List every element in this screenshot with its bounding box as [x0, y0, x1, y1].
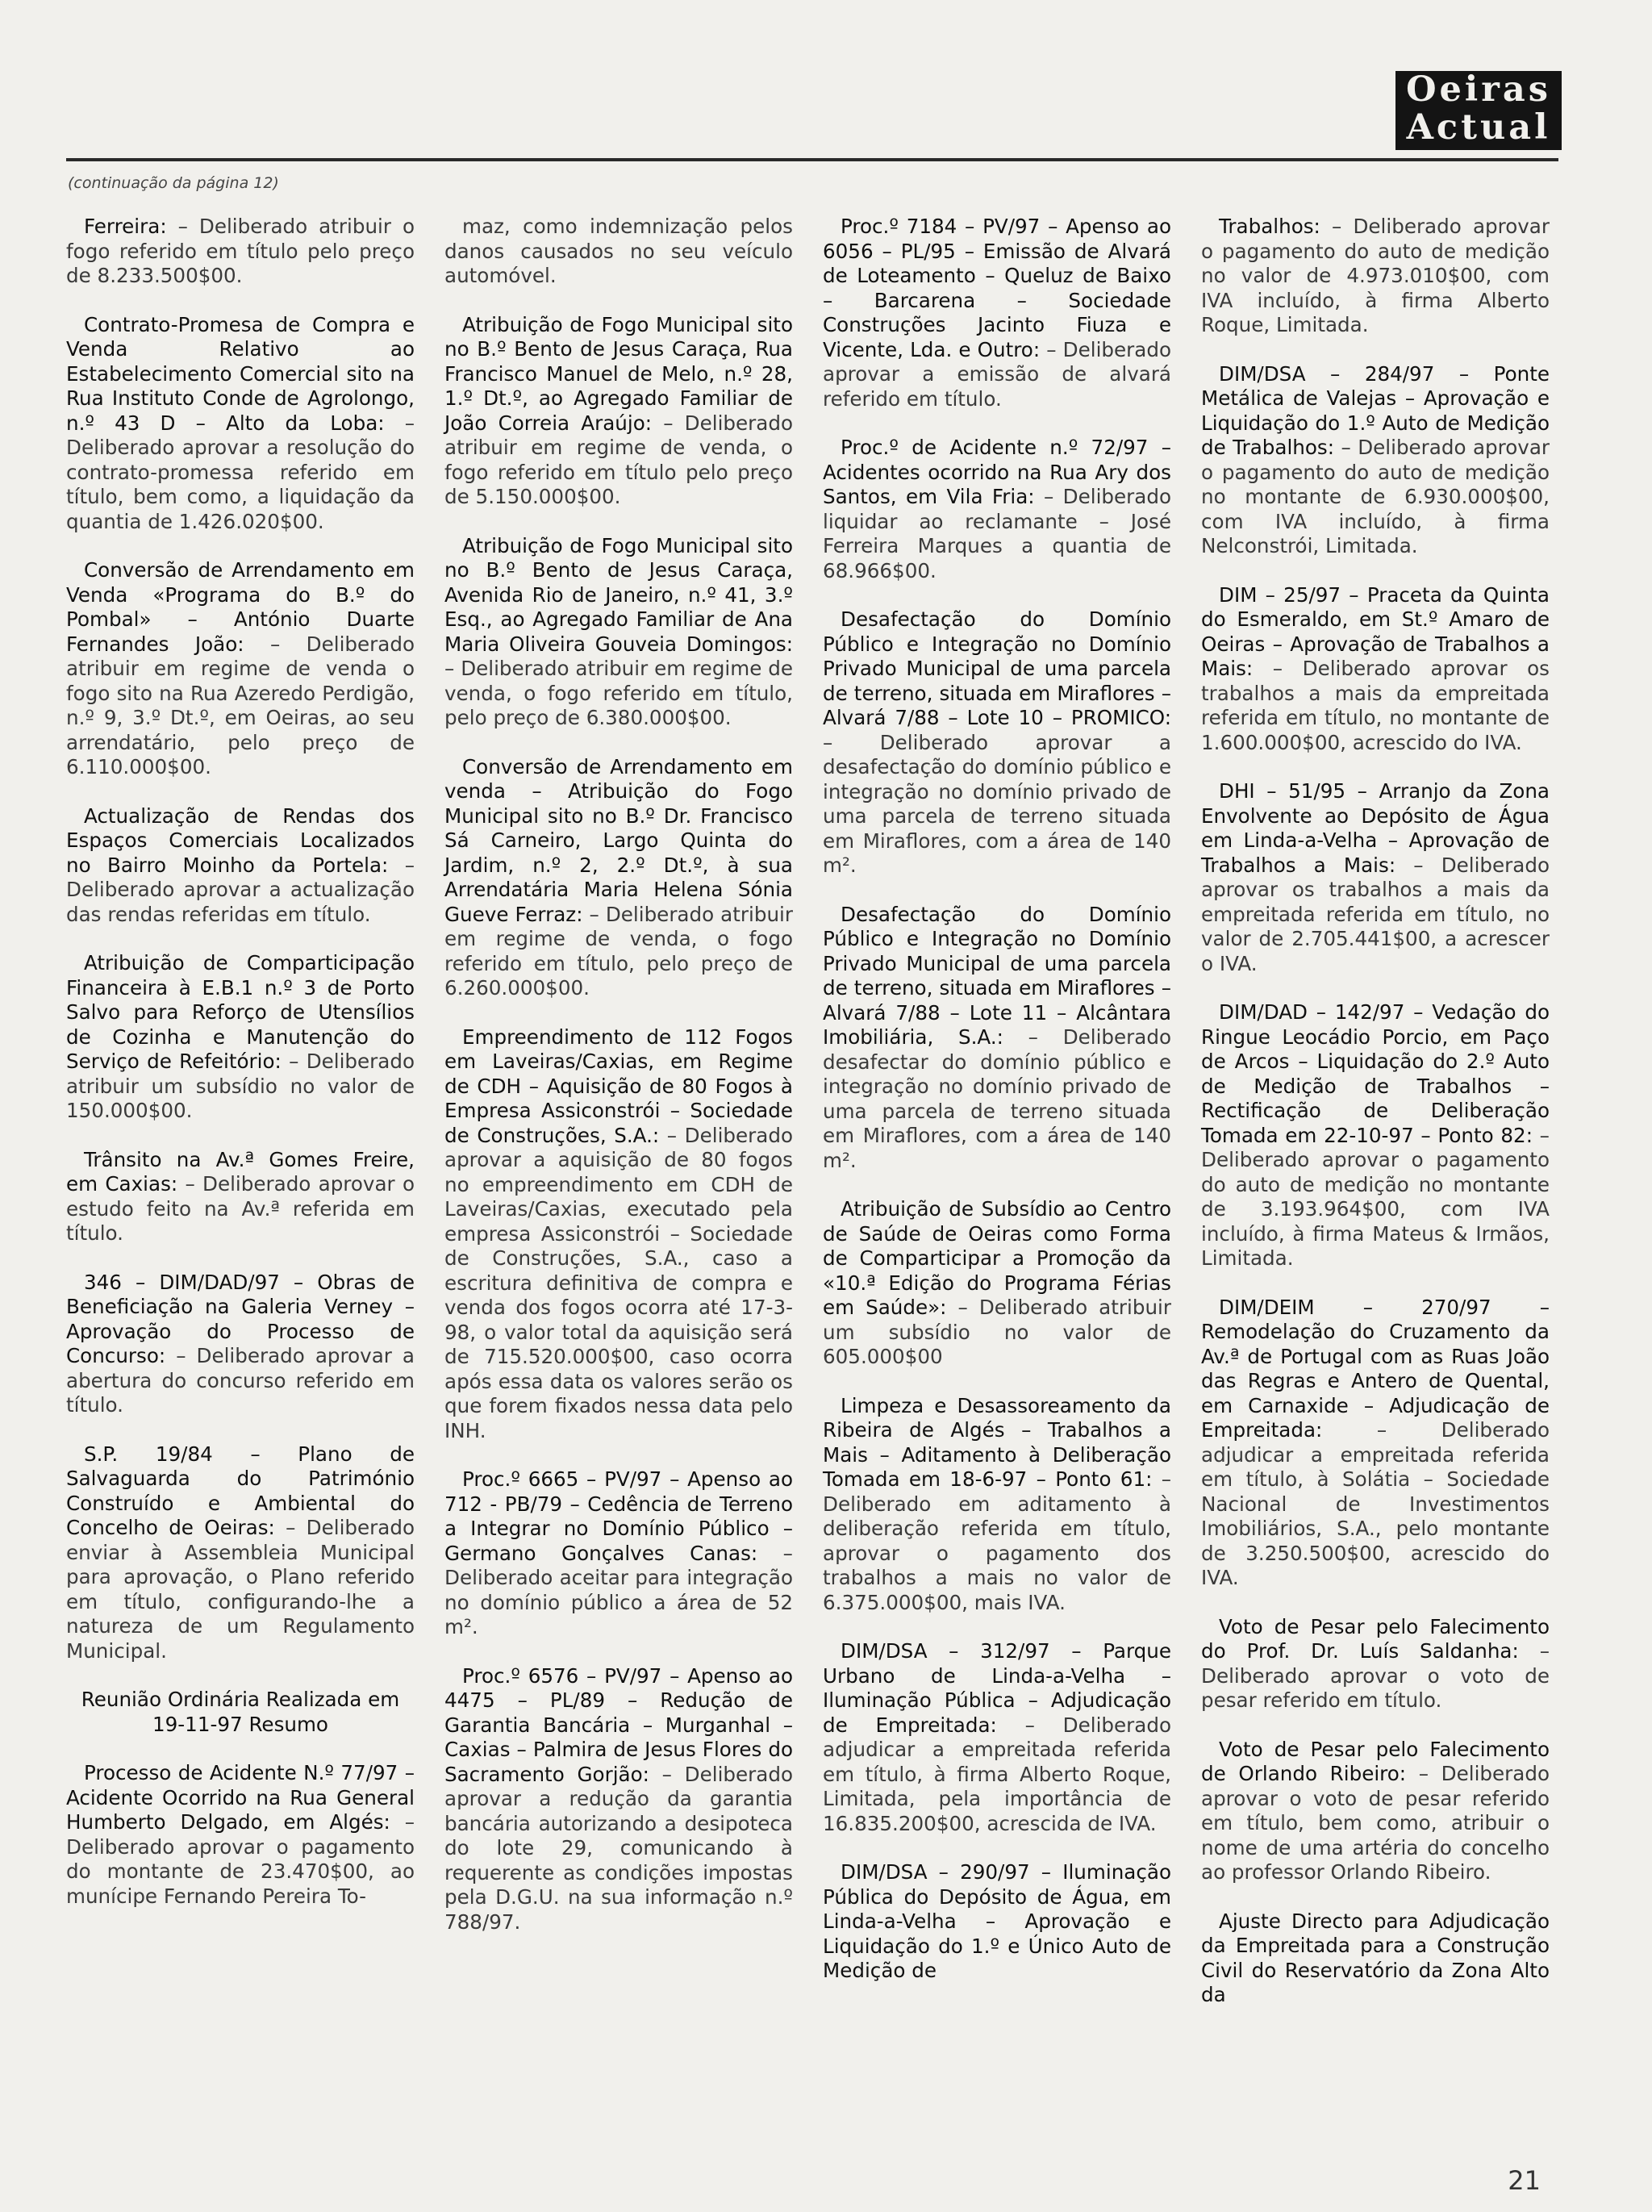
- entry-heading: S.P. 19/84 – Plano de Salvaguarda do Património Construído e Ambiental do Concelho de Oeiras:: [66, 1442, 415, 1539]
- entry-heading: Trânsito na Av.ª Gomes Freire, em Caxias:: [66, 1147, 415, 1196]
- entry-text: – Deliberado aprovar o estudo feito na Av.ª referida em título.: [66, 1172, 415, 1245]
- entry-text: – Deliberado aprovar a emissão de alvará referido em título.: [823, 337, 1171, 411]
- entry-heading: Conversão de Arrendamento em Venda «Programa do B.º do Pombal» – António Duarte Fernandes João:: [66, 558, 415, 656]
- entry-heading: DIM/DSA – 312/97 – Parque Urbano de Linda-a-Velha – Iluminação Pública – Adjudicação de Empreitada:: [823, 1639, 1171, 1737]
- entry-text: – Deliberado aprovar a redução da garantia bancária autorizando a desipoteca do lote 29, comunicando à requerente as condições impostas pela D.G.U. na sua informação n.º 788/97.: [444, 1762, 793, 1934]
- minute-entry: [444, 1664, 793, 1935]
- entry-text: – Deliberado atribuir o fogo referido em título pelo preço de 8.233.500$00.: [66, 215, 415, 287]
- minute-entry: [823, 903, 1171, 1174]
- entry-heading: Voto de Pesar pelo Falecimento de Orlando Ribeiro:: [1201, 1737, 1550, 1785]
- minute-entry: [1201, 583, 1550, 756]
- entry-heading: Empreendimento de 112 Fogos em Laveiras/Caxias, em Regime de CDH – Aquisição de 80 Fogos à Empresa Assiconstrói – Sociedade de Construções, S.A.:: [444, 1025, 793, 1147]
- entry-heading: Processo de Acidente N.º 77/97 – Acidente Ocorrido na Rua General Humberto Delgado, em Algés:: [66, 1761, 415, 1834]
- entry-text: – Deliberado aprovar os trabalhos a mais da empreitada referida em título, no montante de 1.600.000$00, acrescido do IVA.: [1201, 657, 1550, 754]
- minute-entry: [66, 1442, 415, 1664]
- entry-text: – Deliberado aprovar a aquisição de 80 fogos no empreendimento em CDH de Laveiras/Caxias, executado pela empresa Assiconstrói – Sociedade de Construções, S.A., caso a escritura definitiva de compra e venda dos fogos ocorra até 17-3-98, o valor total da aquisição será de 715.520.000$00, caso ocorra após essa data os valores serão os que forem fixados nessa data pelo INH.: [444, 1123, 793, 1442]
- minute-entry: [444, 1025, 793, 1444]
- minute-entry: [1201, 1909, 1550, 2008]
- entry-heading: Proc.º 6665 – PV/97 – Apenso ao 712 - PB/79 – Cedência de Terreno a Integrar no Domínio Público – Germano Gonçalves Canas:: [444, 1467, 793, 1565]
- entry-heading: DIM/DAD – 142/97 – Vedação do Ringue Leocádio Porcio, em Paço de Arcos – Liquidação do 2.º Auto de Medição de Trabalhos – Rectificação de Deliberação Tomada em 22-10-97 – Ponto 82:: [1201, 1000, 1550, 1147]
- entry-heading: Reunião Ordinária Realizada em 19-11-97 Resumo: [81, 1688, 400, 1736]
- minute-entry: [66, 215, 415, 289]
- entry-heading: DHI – 51/95 – Arranjo da Zona Envolvente ao Depósito de Água em Linda-a-Velha – Aprovação de Trabalhos a Mais:: [1201, 779, 1550, 877]
- entry-heading: Atribuição de Subsídio ao Centro de Saúde de Oeiras como Forma de Comparticipar a Promoção da «10.ª Edição do Programa Férias em Saúde»:: [823, 1197, 1171, 1319]
- minute-entry: [66, 313, 415, 535]
- minute-entry: [823, 1197, 1171, 1370]
- entry-text: – Deliberado liquidar ao reclamante – José Ferreira Marques a quantia de 68.966$00.: [823, 485, 1172, 582]
- header-rule: [66, 158, 1558, 161]
- entry-text: – Deliberado aprovar a desafectação do domínio público e integração no domínio privado de uma parcela de terreno situada em Miraflores, com a área de 140 m².: [823, 730, 1171, 877]
- minute-entry: [444, 313, 793, 510]
- minute-entry: [66, 1761, 415, 1909]
- column-2: [444, 215, 793, 1959]
- entry-heading: Trabalhos:: [1219, 215, 1320, 238]
- column-4: [1201, 215, 1550, 2032]
- entry-heading: Ajuste Directo para Adjudicação da Empreitada para a Construção Civil do Reservatório da Zona Alto da: [1201, 1909, 1550, 2006]
- minute-entry: [1201, 1296, 1550, 1591]
- entry-text: – Deliberado aprovar a actualização das rendas referidas em título.: [66, 853, 415, 926]
- minute-entry: [1201, 1738, 1550, 1885]
- minute-entry: [823, 1860, 1171, 1984]
- minute-entry: [66, 951, 415, 1124]
- entry-heading: Voto de Pesar pelo Falecimento do Prof. Dr. Luís Saldanha:: [1201, 1614, 1550, 1663]
- minute-entry: [66, 1688, 415, 1737]
- entry-text: – Deliberado atribuir um subsídio no valor de 605.000$00: [823, 1296, 1171, 1368]
- entry-heading: DIM/DSA – 290/97 – Iluminação Pública do Depósito de Água, em Linda-a-Velha – Aprovação e Liquidação do 1.º e Único Auto de Medição de: [823, 1860, 1171, 1982]
- entry-heading: DIM/DSA – 284/97 – Ponte Metálica de Valejas – Aprovação e Liquidação do 1.º Auto de Medição de Trabalhos:: [1201, 361, 1550, 459]
- masthead-logo: [1395, 71, 1562, 150]
- entry-heading: Conversão de Arrendamento em venda – Atribuição do Fogo Municipal sito no B.º Dr. Francisco Sá Carneiro, Largo Quinta do Jardim, n.º 2, 2.º Dt.º, à sua Arrendatária Maria Helena Sónia Gueve Ferraz:: [444, 754, 793, 926]
- minute-entry: [66, 1271, 415, 1418]
- entry-text: – Deliberado aprovar o voto de pesar referido em título.: [1201, 1639, 1550, 1712]
- minute-entry: [823, 215, 1171, 411]
- entry-heading: Ferreira:: [84, 215, 167, 238]
- column-3: [823, 215, 1171, 2008]
- entry-heading: Atribuição de Fogo Municipal sito no B.º Bento de Jesus Caraça, Avenida Rio de Janeiro, n.º 41, 3.º Esq., ao Agregado Familiar de Ana Maria Oliveira Gouveia Domingos:: [444, 533, 793, 656]
- entry-heading: Actualização de Rendas dos Espaços Comerciais Localizados no Bairro Moinho da Portela:: [66, 803, 415, 877]
- minute-entry: [444, 1467, 793, 1640]
- page-number: 21: [1508, 2165, 1541, 2196]
- minute-entry: [444, 534, 793, 731]
- minute-entry: [444, 215, 793, 289]
- entry-text: – Deliberado aprovar o voto de pesar referido em título, bem como, atribuir o nome de uma artéria do concelho ao professor Orlando Ribeiro.: [1201, 1762, 1550, 1884]
- entry-text: – Deliberado aprovar o pagamento do auto de medição no valor de 4.973.010$00, com IVA incluído, à firma Alberto Roque, Limitada.: [1201, 215, 1550, 336]
- masthead-line-1: Oeiras: [1406, 69, 1551, 110]
- entry-text: – Deliberado desafectar do domínio público e integração no domínio privado de uma parcela de terreno situada em Miraflores, com a área de 140 m².: [823, 1025, 1172, 1172]
- entry-text: – Deliberado aprovar a resolução do contrato-promessa referido em título, bem como, a liquidação da quantia de 1.426.020$00.: [66, 411, 415, 533]
- minute-entry: [66, 1148, 415, 1246]
- entry-text: – Deliberado adjudicar a empreitada referida em título, à Solátia – Sociedade Nacional de Investimentos Imobiliários, S.A., pelo montante de 3.250.500$00, acrescido do IVA.: [1201, 1418, 1550, 1589]
- entry-text: – Deliberado enviar à Assembleia Municipal para aprovação, o Plano referido em título, configurando-lhe a natureza de um Regulamento Municipal.: [66, 1516, 415, 1663]
- masthead-line-2: Actual: [1406, 107, 1551, 148]
- minute-entry: [823, 607, 1171, 879]
- entry-heading: Desafectação do Domínio Público e Integração no Domínio Privado Municipal de uma parcela de terreno, situada em Miraflores – Alvará 7/88 – Lote 11 – Alcântara Imobiliária, S.A.:: [823, 902, 1171, 1049]
- entry-heading: Atribuição de Fogo Municipal sito no B.º Bento de Jesus Caraça, Rua Francisco Manuel de Melo, n.º 28, 1.º Dt.º, ao Agregado Familiar de João Correia Araújo:: [444, 312, 793, 435]
- entry-heading: Proc.º 7184 – PV/97 – Apenso ao 6056 – PL/95 – Emissão de Alvará de Loteamento – Queluz de Baixo – Barcarena – Sociedade Construções Jacinto Fiuza e Vicente, Lda. e Outro:: [823, 215, 1171, 361]
- entry-text: – Deliberado aprovar os trabalhos a mais da empreitada referida em título, no valor de 2.705.441$00, a acrescer o IVA.: [1201, 853, 1550, 975]
- minute-entry: [823, 1394, 1171, 1616]
- entry-heading: Proc.º de Acidente n.º 72/97 – Acidentes ocorrido na Rua Ary dos Santos, em Vila Fria:: [823, 436, 1171, 508]
- minute-entry: [1201, 362, 1550, 559]
- entry-heading: Contrato-Promesa de Compra e Venda Relativo ao Estabelecimento Comercial sito na Rua Instituto Conde de Agrolongo, n.º 43 D – Alto da Loba:: [66, 312, 415, 435]
- minute-entry: [1201, 1000, 1550, 1271]
- entry-text: – Deliberado atribuir um subsídio no valor de 150.000$00.: [66, 1050, 415, 1122]
- continuation-note: (continuação da página 12): [68, 174, 279, 192]
- entry-text: – Deliberado adjudicar a empreitada referida em título, à firma Alberto Roque, Limitada, pela importância de 16.835.200$00, acrescida de IVA.: [823, 1713, 1171, 1835]
- entry-text: – Deliberado em aditamento à deliberação referida em título, aprovar o pagamento dos trabalhos a mais no valor de 6.375.000$00, mais IVA.: [823, 1467, 1171, 1614]
- entry-heading: DIM/DEIM – 270/97 – Remodelação do Cruzamento da Av.ª de Portugal com as Ruas João das Regras e Antero de Quental, em Carnaxide – Adjudicação de Empreitada:: [1201, 1295, 1550, 1442]
- entry-heading: Atribuição de Comparticipação Financeira à E.B.1 n.º 3 de Porto Salvo para Reforço de Utensílios de Cozinha e Manutenção do Serviço de Refeitório:: [66, 951, 415, 1073]
- column-1: [66, 215, 415, 1933]
- entry-text: – Deliberado aprovar a abertura do concurso referido em título.: [66, 1344, 415, 1417]
- minute-entry: [1201, 1615, 1550, 1713]
- entry-text: – Deliberado atribuir em regime de venda o fogo sito na Rua Azeredo Perdigão, n.º 9, 3.º Dt.º, em Oeiras, ao seu arrendatário, pelo preço de 6.110.000$00.: [66, 632, 415, 778]
- minute-entry: [66, 558, 415, 780]
- entry-heading: 346 – DIM/DAD/97 – Obras de Beneficiação na Galeria Verney – Aprovação do Processo de Concurso:: [66, 1270, 415, 1367]
- entry-heading: Limpeza e Desassoreamento da Ribeira de Algés – Trabalhos a Mais – Aditamento à Deliberação Tomada em 18-6-97 – Ponto 61:: [823, 1393, 1171, 1491]
- entry-heading: DIM – 25/97 – Praceta da Quinta do Esmeraldo, em St.º Amaro de Oeiras – Aprovação de Trabalhos a Mais:: [1201, 582, 1550, 680]
- entry-text: – Deliberado atribuir em regime de venda, o fogo referido em título, pelo preço de 6.380.000$00.: [444, 657, 793, 729]
- entry-heading: Proc.º 6576 – PV/97 – Apenso ao 4475 – PL/89 – Redução de Garantia Bancária – Murganhal – Caxias – Palmira de Jesus Flores do Sacramento Gorjão:: [444, 1663, 793, 1786]
- entry-text: maz, como indemnização pelos danos causados no seu veículo automóvel.: [444, 215, 793, 287]
- entry-text: – Deliberado aceitar para integração no domínio público a área de 52 m².: [444, 1541, 793, 1638]
- entry-text: – Deliberado aprovar o pagamento do montante de 23.470$00, ao munícipe Fernando Pereira To-: [66, 1810, 415, 1908]
- minute-entry: [1201, 215, 1550, 338]
- entry-heading: Desafectação do Domínio Público e Integração no Domínio Privado Municipal de uma parcela de terreno, situada em Miraflores – Alvará 7/88 – Lote 10 – PROMICO:: [823, 607, 1171, 729]
- minute-entry: [823, 1639, 1171, 1836]
- entry-text: – Deliberado atribuir em regime de venda, o fogo referido em título, pelo preço de 6.260.000$00.: [444, 902, 793, 1000]
- minute-entry: [823, 436, 1171, 583]
- entry-text: – Deliberado atribuir em regime de venda, o fogo referido em título pelo preço de 5.150.000$00.: [444, 411, 793, 508]
- minute-entry: [66, 804, 415, 928]
- minute-entry: [1201, 779, 1550, 976]
- entry-text: – Deliberado aprovar o pagamento do auto de medição no montante de 3.193.964$00, com IVA incluído, à firma Mateus & Irmãos, Limitada.: [1201, 1123, 1550, 1270]
- entry-text: – Deliberado aprovar o pagamento do auto de medição no montante de 6.930.000$00, com IVA incluído, à firma Nelconstrói, Limitada.: [1201, 436, 1550, 557]
- minute-entry: [444, 755, 793, 1001]
